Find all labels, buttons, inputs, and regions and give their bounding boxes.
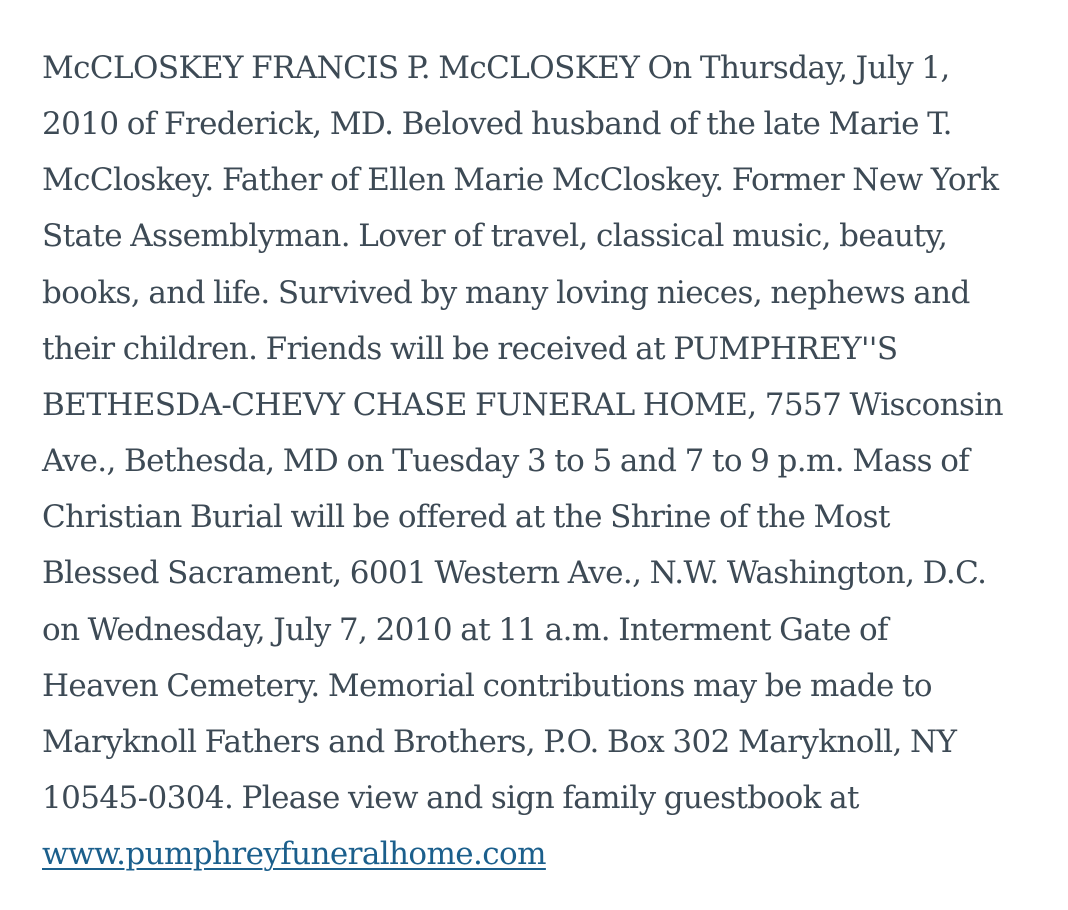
obituary-text: [42, 40, 1042, 882]
obituary-line: McCloskey. Father of Ellen Marie McCloskey. Former New York: [42, 162, 999, 199]
obituary-line: BETHESDA-CHEVY CHASE FUNERAL HOME, 7557 Wisconsin: [42, 386, 1004, 423]
obituary-line: Maryknoll Fathers and Brothers, P.O. Box 302 Maryknoll, NY: [42, 723, 957, 760]
obituary-line: Heaven Cemetery. Memorial contributions may be made to: [42, 667, 932, 704]
obituary-line: books, and life. Survived by many loving nieces, nephews and: [42, 274, 970, 311]
guestbook-link-line: [42, 826, 1042, 882]
obituary-line: 10545-0304. Please view and sign family guestbook at: [42, 780, 859, 817]
obituary-line: on Wednesday, July 7, 2010 at 11 a.m. Interment Gate of: [42, 611, 888, 648]
obituary-line: their children. Friends will be received at PUMPHREY''S: [42, 330, 898, 367]
obituary-line: McCLOSKEY FRANCIS P. McCLOSKEY On Thursday, July 1,: [42, 50, 950, 86]
obituary-line: State Assemblyman. Lover of travel, classical music, beauty,: [42, 218, 948, 255]
obituary-line: Ave., Bethesda, MD on Tuesday 3 to 5 and 7 to 9 p.m. Mass of: [42, 443, 970, 480]
obituary-line: Christian Burial will be offered at the Shrine of the Most: [42, 499, 890, 536]
obituary-line: Blessed Sacrament, 6001 Western Ave., N.W. Washington, D.C.: [42, 555, 987, 592]
obituary-line: 2010 of Frederick, MD. Beloved husband of the late Marie T.: [42, 106, 952, 143]
guestbook-link[interactable]: www.pumphreyfuneralhome.com: [42, 836, 546, 873]
